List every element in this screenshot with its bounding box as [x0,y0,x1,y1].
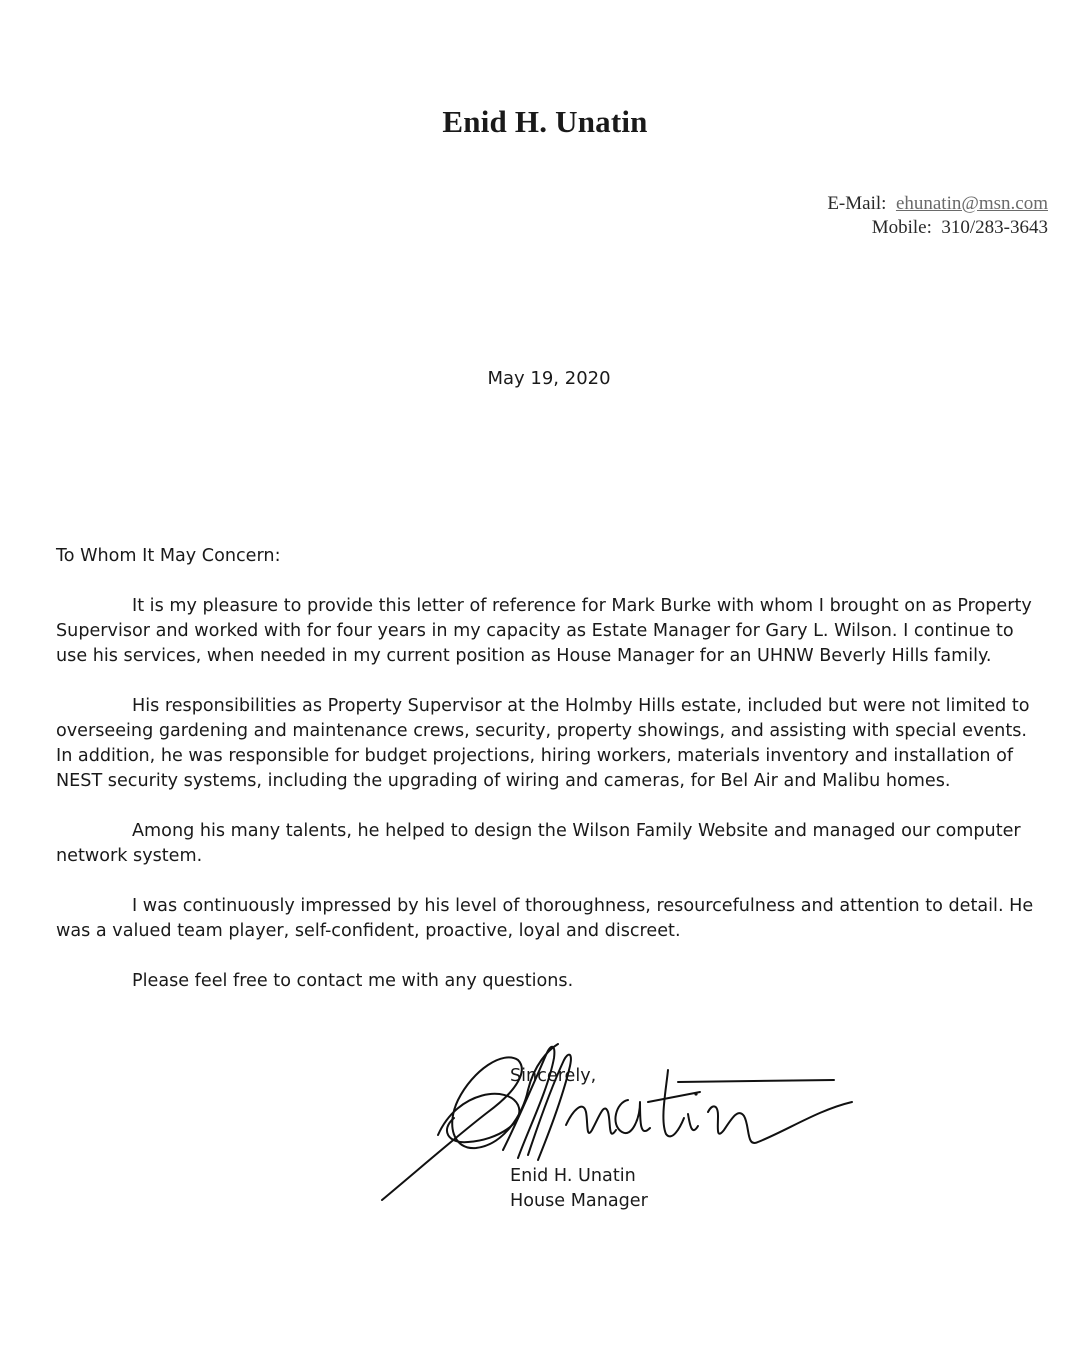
mobile-number: 310/283-3643 [941,217,1048,238]
letter-date: May 19, 2020 [487,368,611,389]
letterhead-name: Enid H. Unatin [442,104,648,139]
email-link[interactable]: ehunatin@msn.com [895,193,1048,214]
salutation: To Whom It May Concern: [56,546,281,566]
signer-block [510,1164,648,1214]
email-label: E-Mail: [827,193,887,214]
paragraph-2: His responsibilities as Property Supervisor at the Holmby Hills estate, included but were not limited to overseeing gardening and maintenance crews, security, property showings, and assisting with special events. In addition, he was responsible for budget projections, hiring workers, materials inventory and installation of NEST security systems, including the upgrading of wiring and cameras, for Bel Air and Malibu homes. [56,696,1030,791]
signer-title: House Manager [510,1191,648,1211]
mobile-label: Mobile: [871,217,932,238]
closing-line: Please feel free to contact me with any questions. [132,971,574,991]
signer-name: Enid H. Unatin [510,1166,636,1186]
letter-body [56,544,1041,994]
paragraph-3: Among his many talents, he helped to design the Wilson Family Website and managed our computer network system. [56,821,1021,866]
paragraph-1: It is my pleasure to provide this letter of reference for Mark Burke with whom I brought on as Property Supervisor and worked with for four years in my capacity as Estate Manager for Gary L. Wilson. I continue to use his services, when needed in my current position as House Manager for an UHNW Beverly Hills family. [56,596,1032,666]
paragraph-4: I was continuously impressed by his level of thoroughness, resourcefulness and attention to detail. He was a valued team player, self-confident, proactive, loyal and discreet. [56,896,1034,941]
signoff: Sincerely, [510,1066,597,1086]
email-line [827,192,1048,216]
contact-block [827,192,1048,240]
mobile-line [827,216,1048,240]
